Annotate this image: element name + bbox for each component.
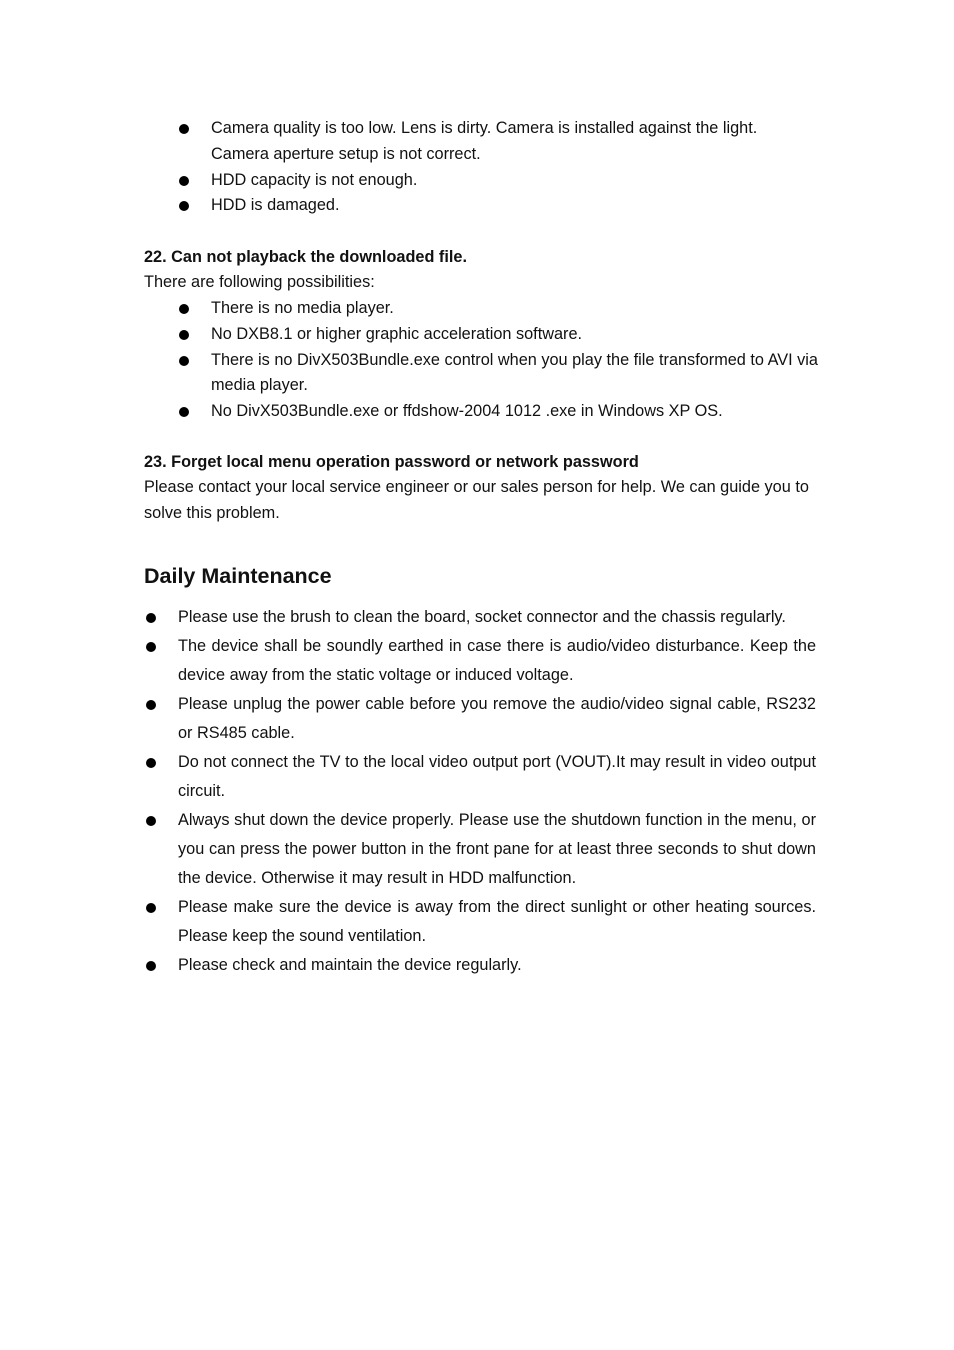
possible-causes-list [178,116,818,219]
list-item: HDD is damaged. [178,193,818,219]
bullet-icon [179,407,189,417]
bullet-icon [179,304,189,314]
daily-maintenance-title: Daily Maintenance [144,564,332,588]
bullet-icon [146,758,156,768]
bullet-icon [179,330,189,340]
bullet-icon [179,124,189,134]
bullet-icon [146,903,156,913]
list-item: HDD capacity is not enough. [178,168,818,194]
section-22-list [178,296,818,425]
bullet-icon [146,642,156,652]
section-22-heading: 22. Can not playback the downloaded file. [144,248,467,266]
list-item: No DXB8.1 or higher graphic acceleration software. [178,322,818,348]
maintenance-list [144,603,816,980]
bullet-icon [146,700,156,710]
list-item: No DivX503Bundle.exe or ffdshow-2004 1012 .exe in Windows XP OS. [178,399,818,425]
section-22-intro: There are following possibilities: [144,273,375,291]
bullet-icon [146,961,156,971]
bullet-icon [146,613,156,623]
list-item: There is no DivX503Bundle.exe control when you play the file transformed to AVI via media player. [178,348,818,400]
bullet-icon [179,356,189,366]
list-item: Always shut down the device properly. Please use the shutdown function in the menu, or you can press the power button in the front pane for at least three seconds to shut down the device. Otherwise it may result in HDD malfunction. [144,806,816,893]
list-item: The device shall be soundly earthed in case there is audio/video disturbance. Keep the device away from the static voltage or induced voltage. [144,632,816,690]
bullet-icon [179,176,189,186]
bullet-icon [179,201,189,211]
list-item: Please make sure the device is away from the direct sunlight or other heating sources. Please keep the sound ventilation. [144,893,816,951]
list-item: Please check and maintain the device regularly. [144,951,816,980]
list-item: Please unplug the power cable before you remove the audio/video signal cable, RS232 or RS485 cable. [144,690,816,748]
list-item: Please use the brush to clean the board, socket connector and the chassis regularly. [144,603,816,632]
section-23-body: Please contact your local service engineer or our sales person for help. We can guide you to solve this problem. [144,478,809,522]
section-23-heading: 23. Forget local menu operation password or network password [144,453,639,471]
list-item: There is no media player. [178,296,818,322]
list-item: Camera quality is too low. Lens is dirty. Camera is installed against the light. Camera aperture setup is not correct. [178,116,818,168]
bullet-icon [146,816,156,826]
list-item: Do not connect the TV to the local video output port (VOUT).It may result in video output circuit. [144,748,816,806]
